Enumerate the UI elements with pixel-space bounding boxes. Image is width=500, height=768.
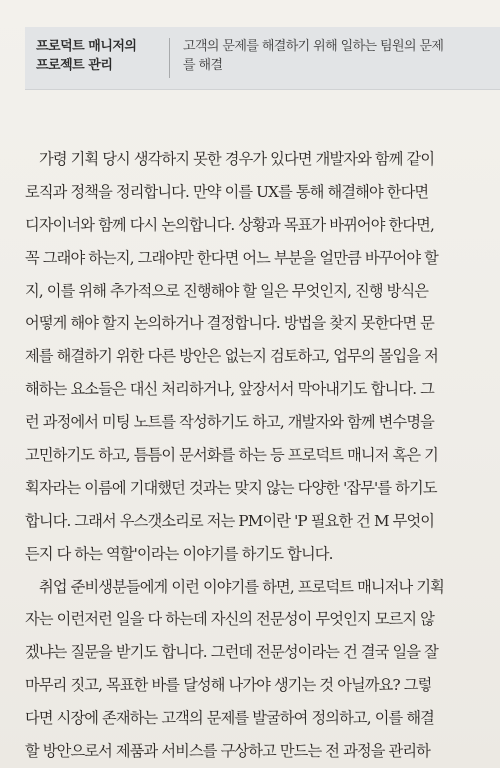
text-line: 꼭 그래야 하는지, 그래야만 한다면 어느 부분을 얼만큼 바꾸어야 할 xyxy=(25,248,438,267)
paragraph-1 xyxy=(25,143,480,571)
text-line: 할 방안으로서 제품과 서비스를 구상하고 만드는 전 과정을 관리하 xyxy=(25,742,430,761)
text-line: 런 과정에서 미팅 노트를 작성하기도 하고, 개발자와 함께 변수명을 xyxy=(25,413,434,432)
text-line: 마무리 짓고, 목표한 바를 달성해 나가야 생기는 것 아닐까요? 그렇 xyxy=(25,676,432,695)
body-text xyxy=(25,143,480,768)
text-line: 자는 이런저런 일을 다 하는데 자신의 전문성이 무엇인지 모르지 않 xyxy=(25,610,434,629)
text-line: 디자이너와 함께 다시 논의합니다. 상황과 목표가 바뀌어야 한다면, xyxy=(25,215,434,234)
text-line: 다면 시장에 존재하는 고객의 문제를 발굴하여 정의하고, 이를 해결 xyxy=(25,709,434,728)
text-line: 고민하기도 하고, 틈틈이 문서화를 하는 등 프로덕트 매니저 혹은 기 xyxy=(25,446,438,465)
text-line: 어떻게 해야 할지 논의하거나 결정합니다. 방법을 찾지 못한다면 문 xyxy=(25,314,434,333)
section-summary-line: 고객의 문제를 해결하기 위해 일하는 팀원의 문제 xyxy=(183,39,444,54)
section-header-box xyxy=(25,27,500,90)
text-line: 해하는 요소들은 대신 처리하거나, 앞장서서 막아내기도 합니다. 그 xyxy=(25,380,434,399)
text-line: 합니다. 그래서 우스갯소리로 저는 PM이란 'P 필요한 건 M 무엇이 xyxy=(25,511,435,530)
paragraph-2 xyxy=(25,571,480,768)
text-line: 겠냐는 질문을 받기도 합니다. 그런데 전문성이라는 건 결국 일을 잘 xyxy=(25,643,438,662)
section-summary-line: 를 해결 xyxy=(183,58,223,73)
section-title xyxy=(36,37,156,75)
text-line: 제를 해결하기 위한 다른 방안은 없는지 검토하고, 업무의 몰입을 저 xyxy=(25,347,438,366)
header-divider xyxy=(169,38,170,78)
text-line: 로직과 정책을 정리합니다. 만약 이를 UX를 통해 해결해야 한다면 xyxy=(25,182,429,201)
text-line: 취업 준비생분들에게 이런 이야기를 하면, 프로덕트 매니저나 기획 xyxy=(39,577,444,596)
text-line: 든지 다 하는 역할'이라는 이야기를 하기도 합니다. xyxy=(25,544,333,563)
text-line: 가령 기획 당시 생각하지 못한 경우가 있다면 개발자와 함께 같이 xyxy=(39,150,435,168)
section-summary xyxy=(183,37,493,75)
section-title-line: 프로덕트 매니저의 xyxy=(36,39,137,54)
text-line: 지, 이를 위해 추가적으로 진행해야 할 일은 무엇인지, 진행 방식은 xyxy=(25,281,429,300)
section-title-line: 프로젝트 관리 xyxy=(36,58,113,73)
text-line: 획자라는 이름에 기대했던 것과는 맞지 않는 다양한 '잡무'를 하기도 xyxy=(25,478,437,497)
